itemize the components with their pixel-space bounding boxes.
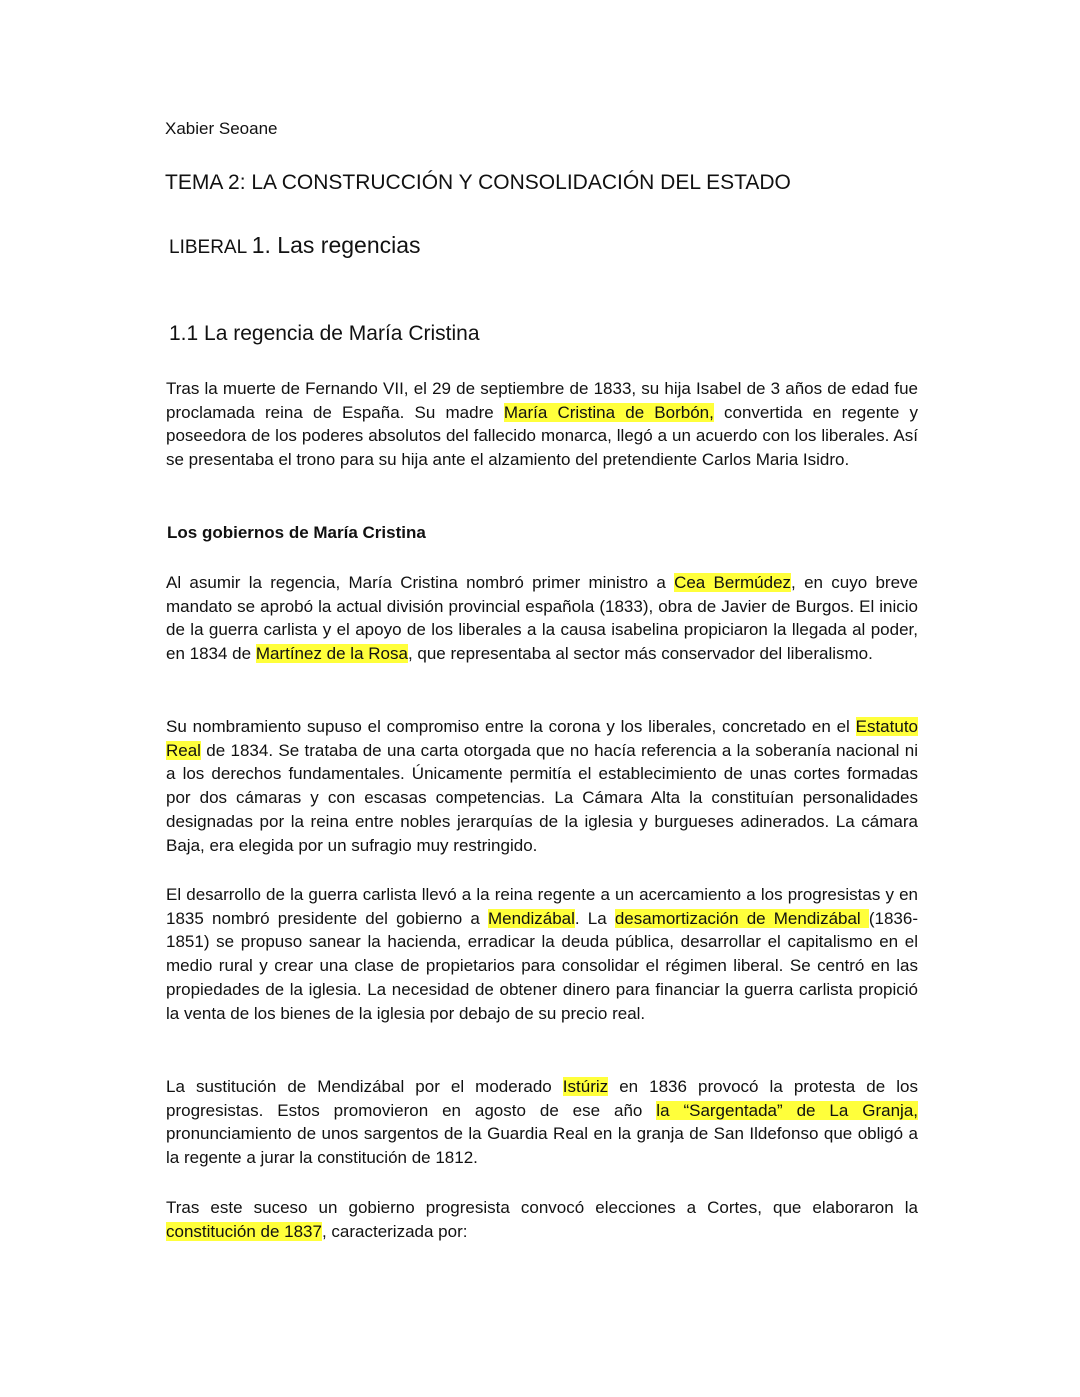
paragraph-5: La sustitución de Mendizábal por el moderado Istúriz en 1836 provocó la protesta de los progresistas. Estos promovieron en agosto de ese año la “Sargentada” de La Granja, pronunciamiento de unos sargentos de la Guardia Real en la granja de San Ildefonso que obligó a la regente a jurar la constitución de 1812. bbox=[166, 1077, 918, 1168]
highlight: Istúriz bbox=[562, 1077, 609, 1096]
paragraph-3: Su nombramiento supuso el compromiso entre la corona y los liberales, concretado en el Estatuto Real de 1834. Se trataba de una carta otorgada que no hacía referencia a la soberanía nacional ni a los derechos fundamentales. Únicamente permitía el establecimiento de unas cortes formadas por dos cámaras y con escasas competencias. La Cámara Alta la constituían personalidades designadas por la reina entre nobles jerarquías de la iglesia y burgueses adinerados. La cámara Baja, era elegida por un sufragio muy restringido. bbox=[166, 717, 918, 855]
paragraph-2: Al asumir la regencia, María Cristina nombró primer ministro a Cea Bermúdez, en cuyo breve mandato se aprobó la actual división provincial española (1833), obra de Javier de Burgos. El inicio de la guerra carlista y el apoyo de los liberales a la causa isabelina propiciaron la llegada al poder, en 1834 de Martínez de la Rosa, que representaba al sector más conservador del liberalismo. bbox=[166, 573, 918, 664]
author-name: Xabier Seoane bbox=[165, 119, 278, 138]
chapter-heading-main: 1. Las regencias bbox=[251, 232, 421, 258]
highlight: Cea Bermúdez bbox=[674, 573, 792, 592]
highlight: desamortización de Mendizábal bbox=[614, 908, 869, 928]
section-heading: Los gobiernos de María Cristina bbox=[167, 523, 426, 542]
highlight: Mendizábal bbox=[487, 908, 575, 928]
highlight: Martínez de la Rosa bbox=[255, 644, 408, 664]
highlight: constitución de 1837 bbox=[166, 1221, 322, 1241]
highlight: la “Sargentada” de La Granja, bbox=[656, 1100, 918, 1120]
paragraph-1: Tras la muerte de Fernando VII, el 29 de septiembre de 1833, su hija Isabel de 3 años de edad fue proclamada reina de España. Su madre María Cristina de Borbón, convertida en regente y poseedora de los poderes absolutos del fallecido monarca, llegó a un acuerdo con los liberales. Así se presentaba el trono para su hija ante el alzamiento del pretendiente Carlos Maria Isidro. bbox=[166, 379, 918, 470]
chapter-heading-prefix: LIBERAL bbox=[169, 237, 252, 258]
paragraph-4: El desarrollo de la guerra carlista llevó a la reina regente a un acercamiento a los progresistas y en 1835 nombró presidente del gobierno a Mendizábal. La desamortización de Mendizábal (1836-1851) se propuso sanear la hacienda, erradicar la deuda pública, desarrollar el capitalismo en el medio rural y crear una clase de propietarios para consolidar el régimen liberal. Se centró en las propiedades de la iglesia. La necesidad de obtener dinero para financiar la guerra carlista propició la venta de los bienes de la iglesia por debajo de su precio real. bbox=[166, 885, 918, 1023]
chapter-heading bbox=[169, 230, 421, 264]
paragraph-6: Tras este suceso un gobierno progresista convocó elecciones a Cortes, que elaboraron la constitución de 1837, caracterizada por: bbox=[166, 1198, 918, 1241]
page-title: TEMA 2: LA CONSTRUCCIÓN Y CONSOLIDACIÓN DEL ESTADO bbox=[165, 171, 791, 194]
highlight: María Cristina de Borbón, bbox=[503, 402, 714, 422]
highlight: Estatuto Real bbox=[166, 717, 918, 760]
subsection-heading: 1.1 La regencia de María Cristina bbox=[169, 322, 480, 345]
